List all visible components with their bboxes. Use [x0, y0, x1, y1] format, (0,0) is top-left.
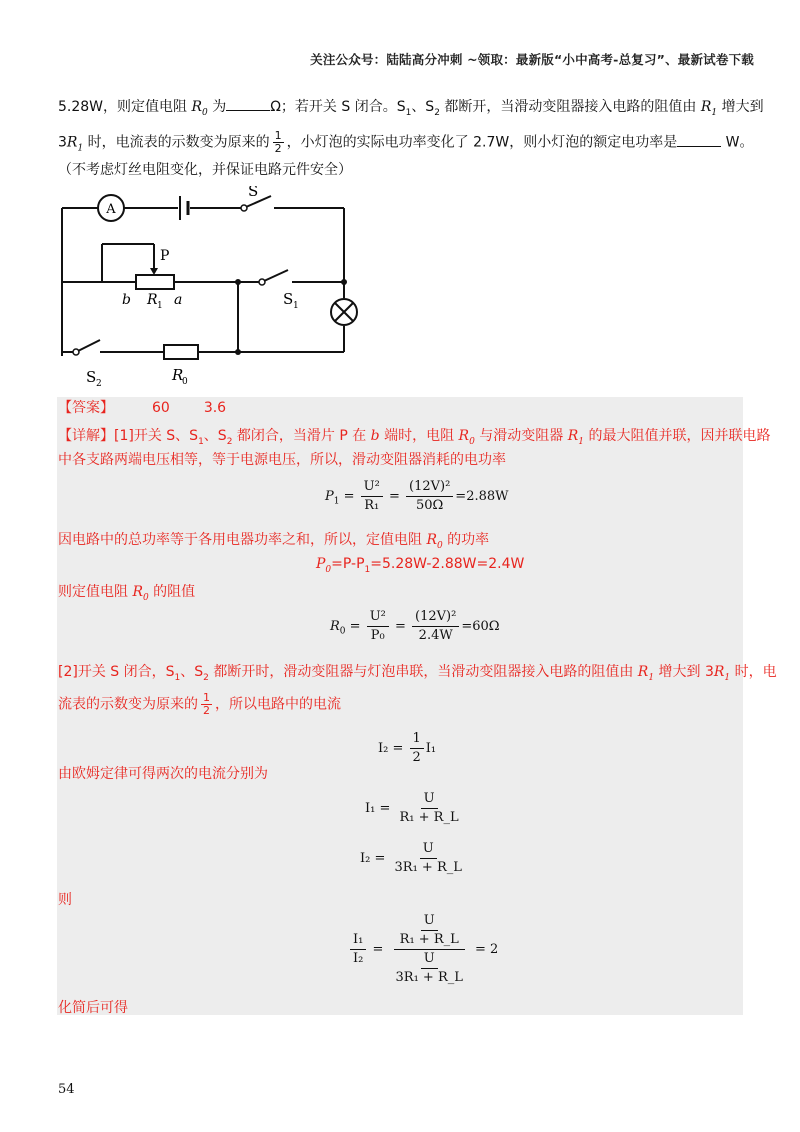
r0-sub: 0 — [182, 377, 188, 387]
detail-line-6: 流表的示数变为原来的 $\frac{1}{2}$ ，所以电路中的电流 — [58, 691, 341, 717]
switch-s2-blade — [78, 340, 100, 351]
s2-sub: 2 — [96, 379, 102, 389]
equation-i1-ohm: I₁ = $\frac{U}{\text{R₁ + R\_L}}$ — [365, 791, 459, 825]
detail-line-8: 则 — [58, 892, 72, 908]
end-a-label: a — [174, 292, 183, 308]
page-header: 关注公众号：陆陆高分冲刺 ~领取：最新版“小中高考-总复习”、最新试卷下载 — [310, 52, 754, 67]
answer-blank-2 — [677, 132, 721, 147]
detail-line-3: 因电路中的总功率等于各用电器功率之和，所以，定值电阻 $R_0$ 的功率 — [58, 532, 490, 551]
question-line-2: $3R_1$ 时，电流表的示数变为原来的 $\frac{1}{2}$ ，小灯泡的实际电功率变化了 2.7W，则小灯泡的额定电功率是 W。 — [58, 129, 754, 155]
junction-dot — [235, 349, 241, 355]
r1-sub: 1 — [157, 301, 163, 311]
answer-value-2: 3.6 — [203, 400, 227, 416]
junction-dot — [235, 279, 241, 285]
answer-value-1: 60 — [152, 400, 170, 416]
slider-label: P — [160, 248, 170, 264]
resistor-r0 — [164, 345, 198, 359]
question-note: （不考虑灯丝电阻变化，并保证电路元件安全） — [58, 162, 352, 178]
detail-line-1: 【详解】[1]开关 S、$S_1$、$S_2$ 都闭合，当滑片 P 在 b 端时，电阻 $R_0$ 与滑动变阻器 $R_1$ 的最大阻值并联，因并联电路 — [58, 428, 771, 447]
s1-label: S — [283, 290, 294, 308]
slider-arrow-icon — [150, 268, 158, 275]
answer-label: 【答案】 — [58, 400, 114, 416]
rheostat-r1 — [136, 275, 174, 289]
r0-label: R — [172, 366, 184, 384]
equation-i2: I₂ = $\frac{1}{2}$ I₁ — [378, 731, 437, 765]
equation-ratio: $\frac{\text{I₁}}{\text{I₂}}$ = $\frac{\frac{U}{\text{R₁ + R\_L}}}{\frac{U}{\text{3R₁ + R\_L}}}$ = 2 — [348, 912, 498, 987]
switch-s1-blade — [264, 270, 288, 281]
circuit-diagram — [56, 186, 366, 391]
equation-i2-ohm: I₂ = $\frac{U}{\text{3R₁ + R\_L}}$ — [360, 841, 462, 875]
fraction-half: $\frac{1}{2}$ — [274, 129, 282, 155]
detail-line-5: [2]开关 S 闭合，$S_1$、$S_2$ 都断开时，滑动变阻器与灯泡串联，当滑动变阻器接入电路的阻值由 $R_1$ 增大到 $3R_1$ 时，电 — [58, 664, 777, 683]
switch-s-label: S — [248, 186, 259, 200]
answer-blank-1 — [226, 96, 270, 111]
question-line-1: 5.28W，则定值电阻 $R_0$ 为 Ω；若开关 S 闭合。$S_1$、$S_2$ 都断开，当滑动变阻器接入电路的阻值由 $R_1$ 增大到 — [58, 96, 764, 123]
detail-line-7: 由欧姆定律可得两次的电流分别为 — [58, 766, 268, 782]
s2-label: S — [86, 368, 97, 386]
s1-sub: 1 — [293, 301, 299, 311]
ammeter-label: A — [106, 202, 116, 217]
detail-line-9: 化简后可得 — [58, 1000, 128, 1016]
junction-dot — [341, 279, 347, 285]
end-b-label: b — [122, 292, 131, 308]
equation-p0: $P_0=P-P_1=5.28W-2.88W=2.4W$ — [316, 556, 525, 575]
answer-line — [58, 398, 226, 418]
page-number: 54 — [58, 1082, 75, 1097]
r1-label: R — [147, 292, 158, 308]
equation-p1: $P_1$ = $\frac{\text{U²}}{\text{R₁}}$ = $\frac{\text{(12V)²}}{50\Omega}$ =2.88W — [325, 479, 509, 513]
detail-line-4: 则定值电阻 $R_0$ 的阻值 — [58, 584, 196, 603]
equation-r0: $R_0$ = $\frac{\text{U²}}{\text{P₀}}$ = $\frac{\text{(12V)²}}{2.4W}$ =60Ω — [330, 609, 500, 643]
detail-line-2: 中各支路两端电压相等，等于电源电压，所以，滑动变阻器消耗的电功率 — [58, 452, 506, 468]
